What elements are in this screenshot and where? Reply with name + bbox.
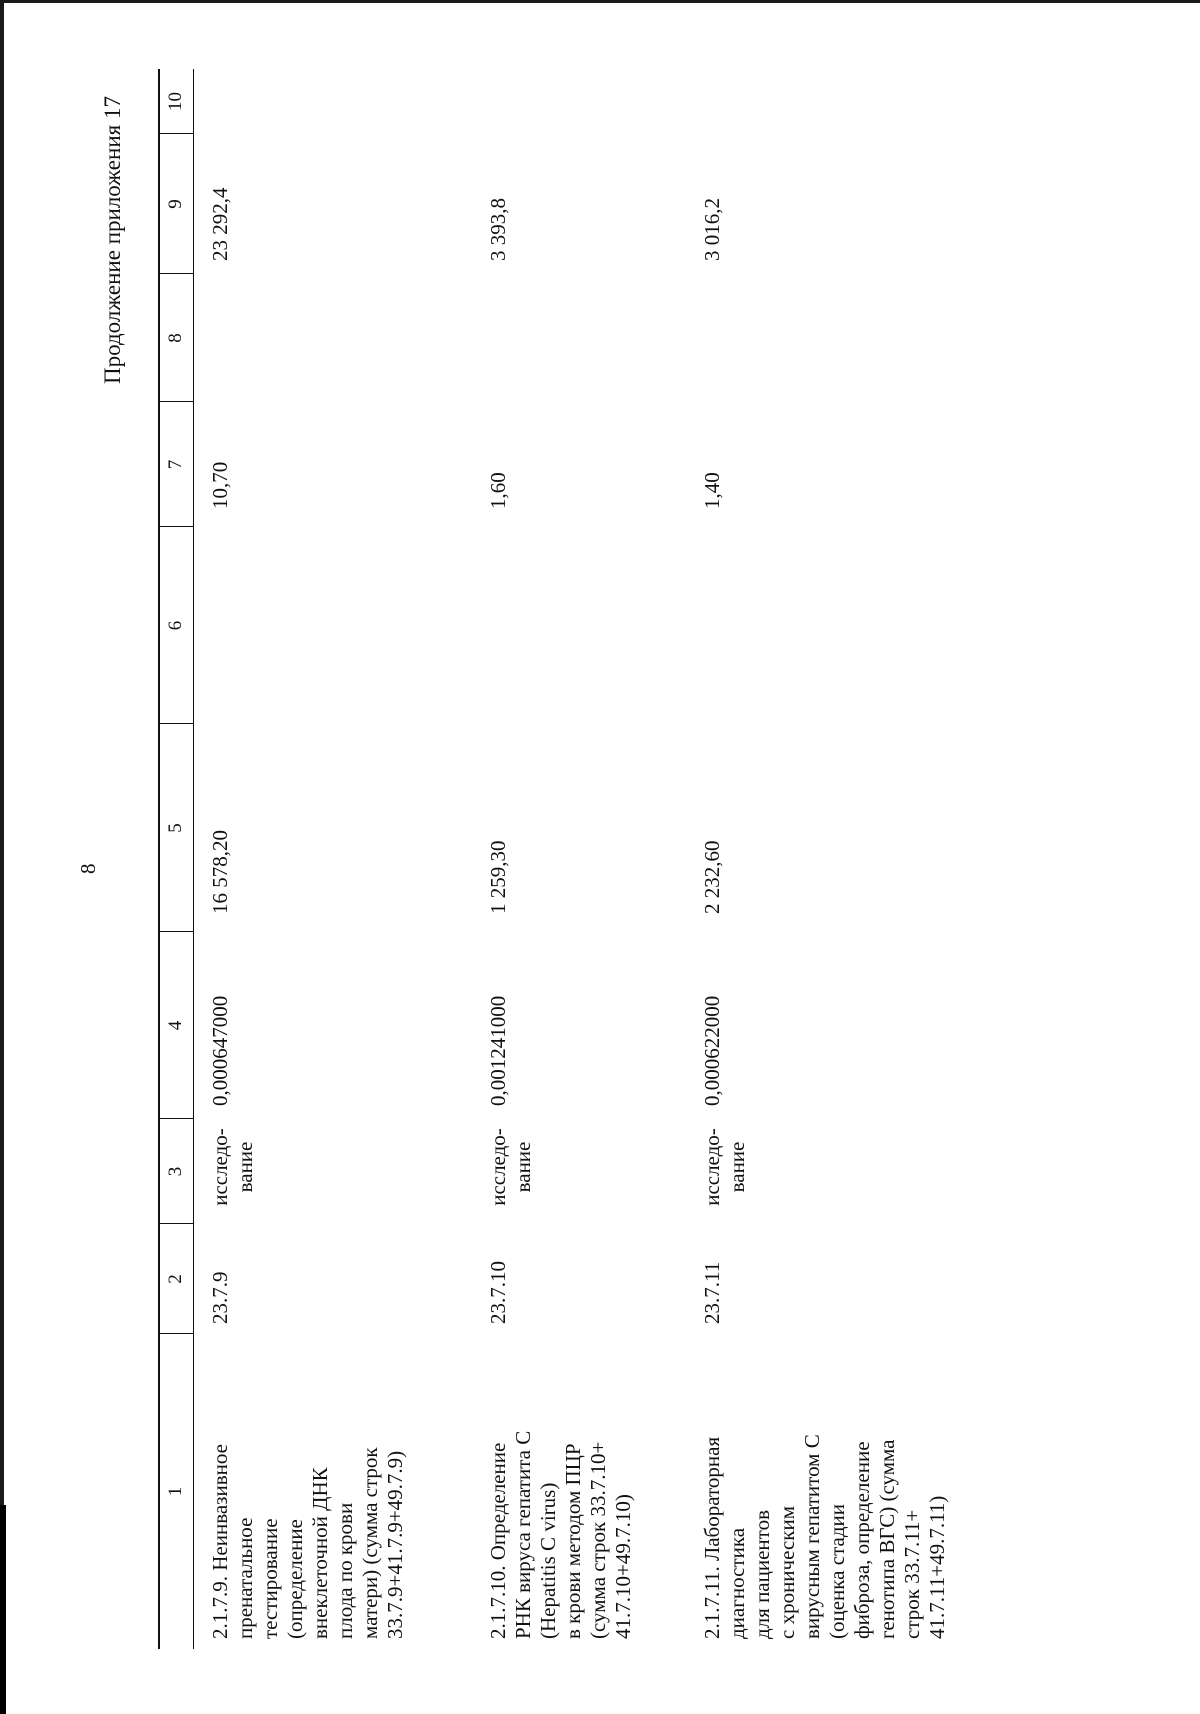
row-cost: 1 259,30 xyxy=(486,840,510,914)
row-rate: 0,000647000 xyxy=(208,995,232,1106)
row-col7: 1,60 xyxy=(486,472,510,509)
row-col9: 23 292,4 xyxy=(208,187,232,261)
row-name: 2.1.7.9. Неинвазивное пренатальное тестирование (определение внеклеточной ДНК плода по крови матери) (сумма строк 33.7.9+41.7.9+49.7.9) xyxy=(208,1444,407,1639)
row-col9: 3 016,2 xyxy=(700,198,724,261)
header-col-4: 4 xyxy=(165,1020,186,1031)
row-col7: 10,70 xyxy=(208,461,232,509)
row-unit: исследо- вание xyxy=(208,1128,257,1206)
continuation-label: Продолжение приложения 17 xyxy=(100,96,125,384)
row-rate: 0,000622000 xyxy=(700,995,724,1106)
row-cost: 16 578,20 xyxy=(208,830,232,914)
header-col-1: 1 xyxy=(165,1486,186,1497)
header-col-8: 8 xyxy=(165,333,186,343)
page-number: 8 xyxy=(76,863,100,874)
header-col-3: 3 xyxy=(165,1166,186,1177)
row-unit: исследо- вание xyxy=(700,1128,749,1206)
row-code: 23.7.11 xyxy=(700,1261,724,1324)
header-col-2: 2 xyxy=(165,1274,186,1284)
row-code: 23.7.10 xyxy=(486,1261,510,1324)
row-rate: 0,001241000 xyxy=(486,995,510,1106)
row-cost: 2 232,60 xyxy=(700,840,724,914)
header-col-5: 5 xyxy=(165,823,186,833)
header-col-6: 6 xyxy=(165,620,186,631)
row-col7: 1,40 xyxy=(700,472,724,509)
row-unit: исследо- вание xyxy=(486,1128,535,1206)
header-col-7: 7 xyxy=(165,459,186,470)
header-col-9: 9 xyxy=(165,199,186,209)
row-code: 23.7.9 xyxy=(208,1271,232,1324)
row-col9: 3 393,8 xyxy=(486,198,510,261)
header-col-10: 10 xyxy=(165,92,186,111)
row-name: 2.1.7.10. Определение РНК вируса гепатита С (Hepatitis C virus) в крови методом ПЦР (сумма строк 33.7.10+ 41.7.10+49.7.10) xyxy=(486,1430,635,1639)
row-name: 2.1.7.11. Лабораторная диагностика для пациентов с хроническим вирусным гепатитом С (оценка стадии фиброза, определение генотипа ВГС) (сумма строк 33.7.11+ 41.7.11+49.7.11) xyxy=(700,1434,949,1639)
